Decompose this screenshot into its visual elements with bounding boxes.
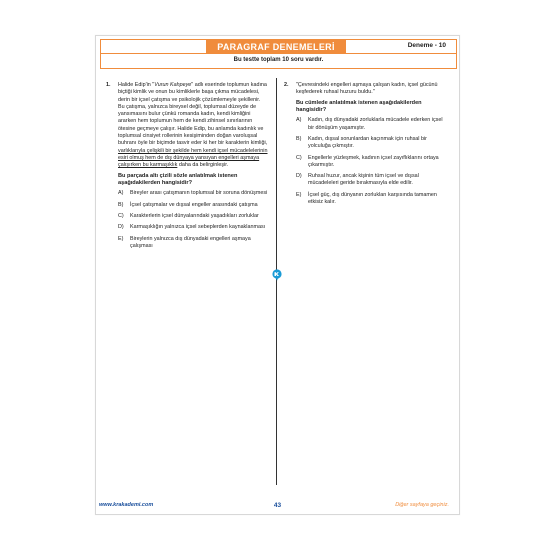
option-a[interactable]: A) Bireyler arası çatışmanın toplumsal bir soruna dönüşmesi bbox=[118, 190, 268, 197]
option-c[interactable]: C) Engellerle yüzleşmek, kadının içsel zayıflıklarını ortaya çıkarmıştır. bbox=[296, 154, 439, 168]
section-banner: PARAGRAF DENEMELERİ bbox=[206, 40, 346, 54]
column-divider bbox=[276, 78, 277, 485]
question-2 bbox=[284, 82, 449, 210]
option-d[interactable]: D) Ruhsal huzur, ancak kişinin tüm içsel ve dışsal mücadeleleri geride bırakmasıyla elde edilir. bbox=[296, 173, 419, 187]
question-1 bbox=[106, 82, 268, 254]
option-a[interactable]: A) Kadın, dış dünyadaki zorluklarla mücadele ederken içsel bir dönüşüm yaşamıştır. bbox=[296, 117, 443, 131]
question-quote: "Çevresindeki engelleri aşmaya çalışan kadın, içsel gücünü keşfederek ruhsal huzuru buldu." bbox=[296, 82, 438, 96]
info-frame bbox=[100, 53, 457, 69]
answer-options bbox=[118, 190, 268, 250]
question-passage: Halide Edip'in "Vurun Kahpeye" adlı eserinde toplumun kadına biçtiği kimlik ve onun bu kimliklerle başa çıkma mücadelesi, derin bir içsel çatışma ve psikolojik çözümlemeyle şekillenir. Bu çatışma, yalnızca bireysel değil, toplumsal düzeyde de yansımasını bulur çünkü romanda kadın, kendi kimliğini ararken hem toplumun hem de kendi zihinsel sınırlarının ötesine geçmeye çalışır. Halide Edip, bu anlamda kadınlık ve toplumsal cinsiyet rollerinin kesişiminden doğan varoluşsal buhranı öyle bir biçimde tasvir eder ki her bir karakterin kimliği, varlıklarıyla çelişkili bir şekilde hem kendi içsel mücadelelerinin esiri olmuş hem de dış dünyaya yansıyan engelleri aşmaya çalışırken bu karmaşıklık daha da belirginleşir. bbox=[118, 82, 268, 169]
option-b[interactable]: B) Kadın, dışsal sorunlardan kaçınmak için ruhsal bir yolculuğa çıkmıştır. bbox=[296, 136, 427, 150]
test-number: Deneme - 10 bbox=[407, 42, 446, 49]
underlined-phrase: varlıklarıyla çelişkili bir şekilde hem kendi içsel mücadelelerinin esiri olmuş hem de dış dünyaya yansıyan engelleri aşmaya çalışırken bu karmaşıklık bbox=[118, 147, 268, 169]
option-b[interactable]: B) İçsel çatışmalar ve dışsal engeller arasındaki çatışma bbox=[118, 201, 258, 208]
publisher-link[interactable]: www.krakademi.com bbox=[99, 502, 154, 508]
option-c[interactable]: C) Karakterlerin içsel dünyalarındaki yaşadıkları zorluklar bbox=[118, 212, 259, 219]
question-count-note: Bu testte toplam 10 soru vardır. bbox=[233, 57, 324, 63]
question-prompt: Bu parçada altı çizili sözle anlatılmak istenen aşağıdakilerden hangisidir? bbox=[118, 172, 238, 186]
answer-options bbox=[296, 117, 449, 206]
exam-page bbox=[95, 35, 460, 515]
next-page-note: Diğer sayfaya geçiniz. bbox=[395, 502, 449, 508]
question-number: 2. bbox=[284, 82, 289, 88]
question-prompt: Bu cümlede anlatılmak istenen aşağıdakilerden hangisidir? bbox=[296, 99, 422, 113]
publisher-logo-icon bbox=[272, 269, 282, 281]
option-e[interactable]: E) İçsel güç, dış dünyanın zorlukları karşısında tamamen etkisiz kalır. bbox=[296, 191, 437, 206]
option-d[interactable]: D) Karmaşıklığın yalnızca içsel sebeplerden kaynaklanması bbox=[118, 224, 266, 231]
header-frame bbox=[100, 39, 457, 54]
page-number: 43 bbox=[273, 502, 282, 509]
book-title: Vurun Kahpeye bbox=[154, 82, 192, 88]
question-number: 1. bbox=[106, 82, 111, 88]
option-e[interactable]: E) Bireylerin yalnızca dış dünyadaki engelleri aşmaya çalışması bbox=[118, 235, 251, 249]
